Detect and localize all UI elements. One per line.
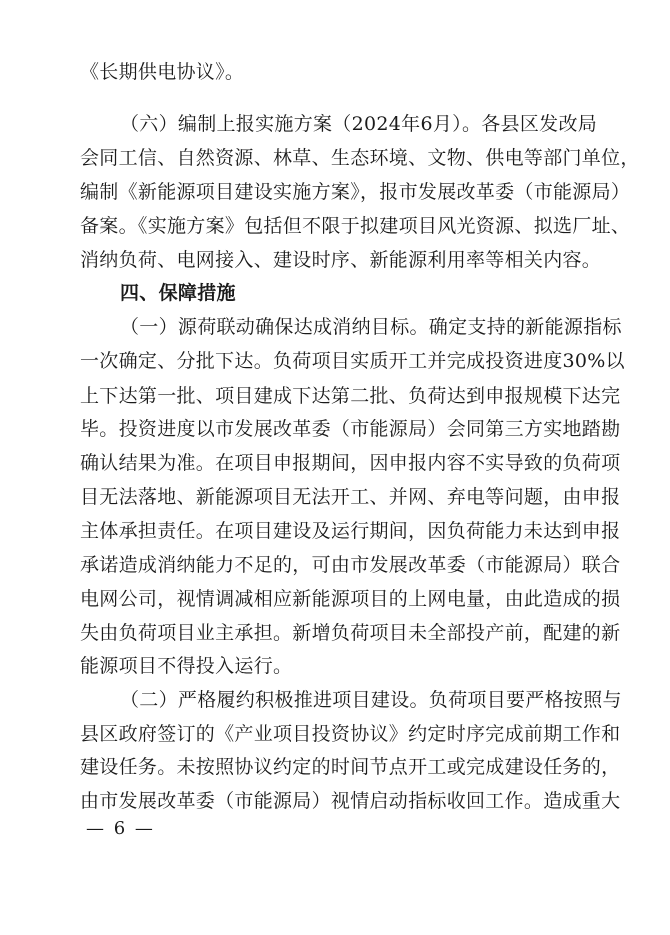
text-line: （一）源荷联动确保达成消纳目标。确定支持的新能源指标 xyxy=(120,316,622,338)
text-line: 电网公司，视情调减相应新能源项目的上网电量，由此造成的损 xyxy=(80,588,621,610)
text-line: 主体承担责任。在项目建设及运行期间，因负荷能力未达到申报 xyxy=(80,520,621,542)
text-line: 确认结果为准。在项目申报期间，因申报内容不实导致的负荷项 xyxy=(80,452,621,474)
page-number: — 6 — xyxy=(86,818,155,839)
text-line: 县区政府签订的《产业项目投资协议》约定时序完成前期工作和 xyxy=(80,723,621,745)
text-line: 消纳负荷、电网接入、建设时序、新能源利用率等相关内容。 xyxy=(80,249,602,271)
text-line: 一次确定、分批下达。负荷项目实质开工并完成投资进度30%以 xyxy=(80,350,625,372)
text-line: 《长期供电协议》。 xyxy=(80,61,245,83)
text-line: 备案。《实施方案》包括但不限于拟建项目风光资源、拟选厂址、 xyxy=(80,215,631,237)
text-line: 由市发展改革委（市能源局）视情启动指标收回工作。造成重大 xyxy=(80,790,621,812)
text-line: 毕。投资进度以市发展改革委（市能源局）会同第三方实地踏勘 xyxy=(80,418,621,440)
text-line: 建设任务。未按照协议约定的时间节点开工或完成建设任务的， xyxy=(80,756,621,778)
text-line: （二）严格履约积极推进项目建设。负荷项目要严格按照与 xyxy=(120,689,622,711)
text-line: 目无法落地、新能源项目无法开工、并网、弃电等问题，由申报 xyxy=(80,486,621,508)
text-line: 会同工信、自然资源、林草、生态环境、文物、供电等部门单位， xyxy=(80,147,640,169)
text-line: 能源项目不得投入运行。 xyxy=(80,655,293,677)
section-heading: 四、保障措施 xyxy=(120,282,236,304)
text-line: 失由负荷项目业主承担。新增负荷项目未全部投产前，配建的新 xyxy=(80,622,621,644)
text-line: 上下达第一批、项目建成下达第二批、负荷达到申报规模下达完 xyxy=(80,385,621,407)
text-line: 编制《新能源项目建设实施方案》，报市发展改革委（市能源局） xyxy=(80,181,631,203)
text-line: （六）编制上报实施方案（2024年6月）。各县区发改局 xyxy=(120,113,598,135)
text-line: 承诺造成消纳能力不足的，可由市发展改革委（市能源局）联合 xyxy=(80,554,621,576)
